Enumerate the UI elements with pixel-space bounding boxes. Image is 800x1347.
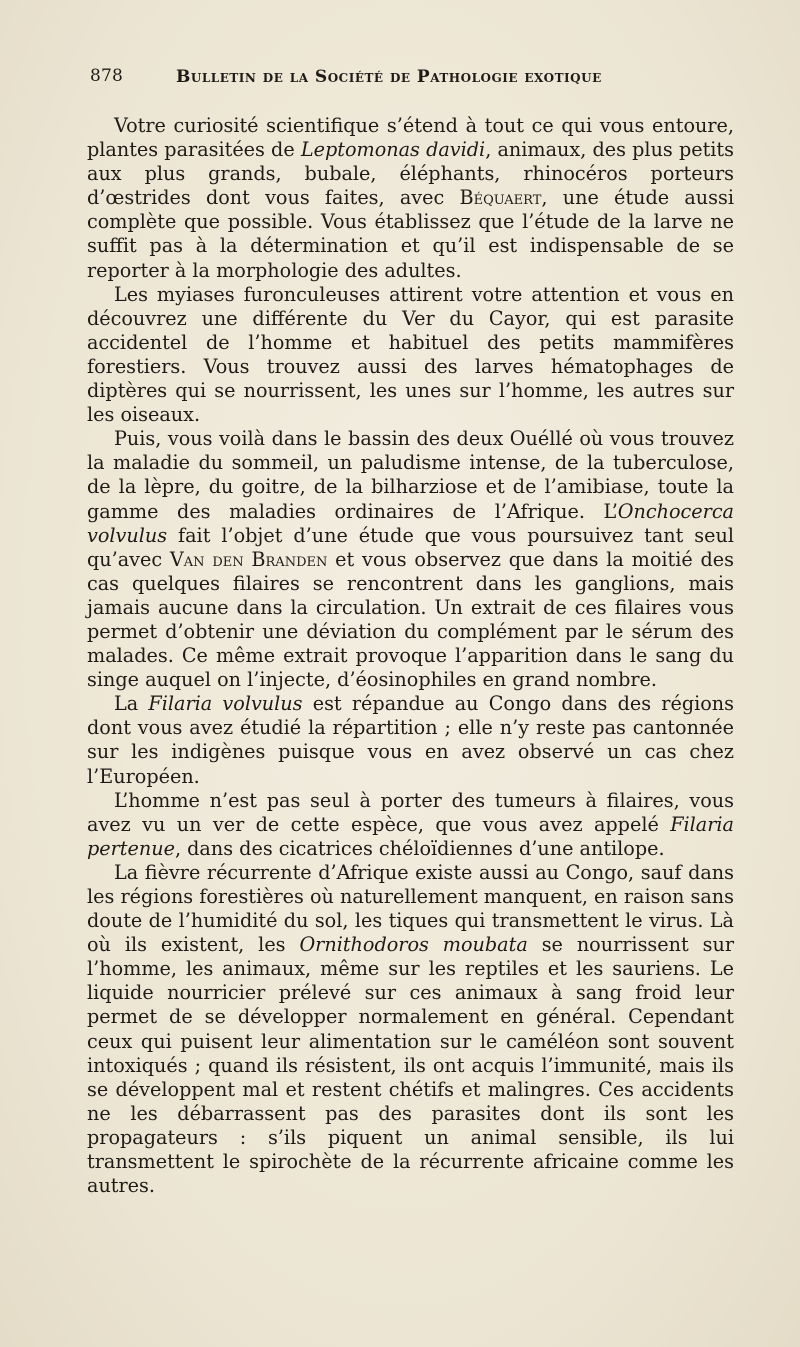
paragraph (87, 789, 734, 861)
text-run: se nourrissent sur l’homme, les animaux, même sur les reptiles et les sauriens. Le liquide nourricier prélevé sur ces animaux à sang froid leur permet de se développer normalement en général. Cependant ceux qui puisent leur alimentation sur le caméléon sont souvent intoxiqués ; quand ils résistent, ils ont acquis l’immunité, mais ils se développent mal et restent chétifs et malingres. Ces accidents ne les débarrassent pas des parasites dont ils sont les propagateurs : s’ils piquent un animal sensible, ils lui transmettent le spirochète de la récurrente africaine comme les autres. (87, 933, 734, 1198)
paragraph (87, 114, 734, 283)
page-header (90, 66, 730, 92)
text-run: Puis, vous voilà dans le bassin des deux Ouéllé où vous trouvez la maladie du sommeil, un paludisme intense, de la tuberculose, de la lèpre, du goitre, de la bilharziose et de l’amibiase, toute la gamme des maladies ordinaires de l’Afrique. L’ (87, 427, 734, 523)
text-run: et vous observez que dans la moitié des cas quelques filaires se rencontrent dans les ganglions, mais jamais aucune dans la circulation. Un extrait de ces filaires vous permet d’obtenir une déviation du complément par le sérum des malades. Ce même extrait provoque l’apparition dans le sang du singe auquel on l’injecte, d’éosinophiles en grand nombre. (87, 547, 734, 692)
italic-term: Ornithodoros moubata (299, 933, 528, 957)
italic-term: Onchocerca volvulus (87, 499, 734, 547)
text-run: Votre curiosité scientifique s’étend à tout ce qui vous entoure, plantes parasitées de (87, 114, 734, 162)
paragraph (87, 427, 734, 692)
text-run: , une étude aussi complète que possible. Vous établissez que l’étude de la larve ne suffit pas à la détermination et qu’il est indispensable de se reporter à la morphologie des adultes. (87, 186, 734, 282)
paragraph (87, 861, 734, 1198)
text-run: est répandue au Congo dans des régions dont vous avez étudié la répartition ; elle n’y reste pas cantonnée sur les indigènes puisque vous en avez observé un cas chez l’Européen. (87, 692, 734, 788)
text-run: fait l’objet d’une étude que vous poursuivez tant seul qu’avec (87, 523, 734, 571)
italic-term: Filaria pertenue (87, 812, 734, 860)
text-run: La fièvre récurrente d’Afrique existe aussi au Congo, sauf dans les régions forestières où naturellement manquent, en raison sans doute de l’humidité du sol, les tiques qui transmettent le virus. Là où ils existent, les (87, 860, 734, 957)
page-number: 878 (90, 66, 124, 86)
running-head: Bulletin de la Société de Pathologie exotique (176, 67, 602, 87)
text-run: La (114, 692, 149, 716)
paragraph (87, 692, 734, 788)
paragraph (87, 283, 734, 428)
text-run: , animaux, des plus petits aux plus grands, bubale, éléphants, rhinocéros porteurs d’œstrides dont vous faites, avec (87, 138, 734, 210)
article-body (87, 114, 734, 1198)
author-name: Van den Branden (169, 547, 328, 571)
text-run: Les myiases furonculeuses attirent votre attention et vous en découvrez une différente du Ver du Cayor, qui est parasite accidentel de l’homme et habituel des petits mammifères forestiers. Vous trouvez aussi des larves hématophages de diptères qui se nourrissent, les unes sur l’homme, les autres sur les oiseaux. (87, 282, 734, 427)
text-run: L’homme n’est pas seul à porter des tumeurs à filaires, vous avez vu un ver de cette espèce, que vous avez appelé (87, 788, 734, 836)
text-run: , dans des cicatrices chéloïdiennes d’une antilope. (174, 836, 665, 860)
italic-term: Filaria volvulus (148, 692, 303, 716)
author-name: Béquaert (459, 186, 542, 210)
italic-term: Leptomonas davidi (300, 138, 486, 162)
